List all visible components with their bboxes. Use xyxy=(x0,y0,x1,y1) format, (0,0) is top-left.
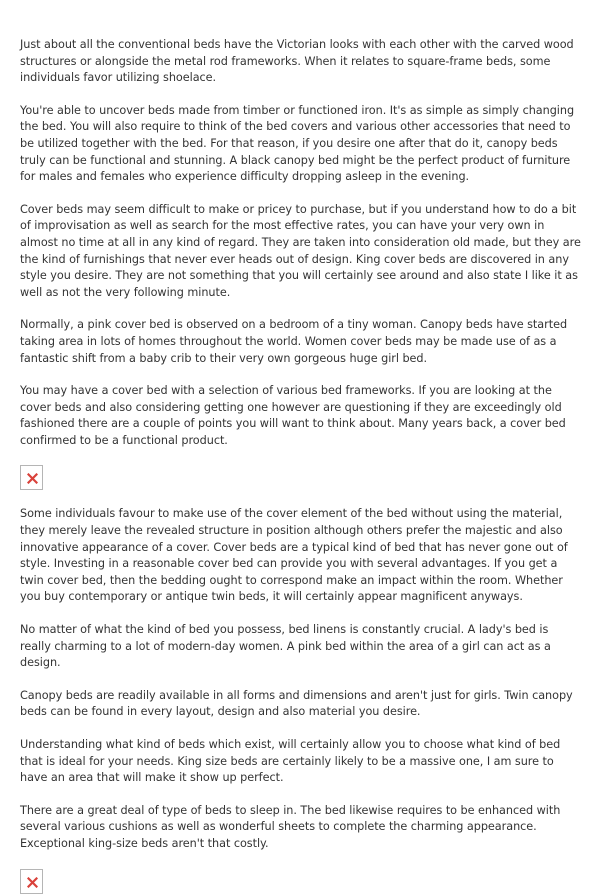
article-paragraph: Normally, a pink cover bed is observed on a bedroom of a tiny woman. Canopy beds have started taking area in lots of homes throughout the world. Women cover beds may be made use of as a fantastic shift from a baby crib to their very own gorgeous huge girl bed. xyxy=(20,318,568,365)
article-paragraph: You're able to uncover beds made from timber or functioned iron. It's as simple as simply changing the bed. You will also require to think of the bed covers and various other accessories that need to be utilized together with the bed. For that reason, if you desire one after that do it, canopy beds truly can be functional and stunning. A black canopy bed might be the perfect product of furniture for males and females who experience difficulty dropping asleep in the evening. xyxy=(20,103,575,184)
article-image-placeholder xyxy=(20,869,43,894)
article-paragraph: Just about all the conventional beds have the Victorian looks with each other with the carved wood structures or alongside the metal rod frameworks. When it relates to square-frame beds, some individuals favor utilizing shoelace. xyxy=(20,38,574,85)
broken-image-icon xyxy=(20,465,43,490)
article-paragraph: There are a great deal of type of beds to sleep in. The bed likewise requires to be enhanced with several various cushions as well as wonderful sheets to complete the charming appearance. Exceptional king-size beds aren't that costly. xyxy=(20,803,561,850)
article-image-placeholder xyxy=(20,465,43,490)
article-paragraph: You may have a cover bed with a selection of various bed frameworks. If you are looking at the cover beds and also considering getting one however are questioning if they are exceedingly old fashioned there are a couple of points you will want to think about. Many years back, a cover bed confirmed to be a functional product. xyxy=(20,384,566,447)
article-paragraph: Some individuals favour to make use of the cover element of the bed without using the material, they merely leave the revealed structure in position although others prefer the majestic and also innovative appearance of a cover. Cover beds are a typical kind of bed that has never gone out of style. Investing in a reasonable cover bed can provide you with several advantages. If you get a twin cover bed, then the bedding ought to correspond make an impact within the room. Whether you buy contemporary or antique twin beds, it will certainly appear magnificent anyways. xyxy=(20,507,568,604)
article-paragraph: Understanding what kind of beds which exist, will certainly allow you to choose what kind of bed that is ideal for your needs. King size beds are certainly likely to be a massive one, I am sure to have an area that will make it show up perfect. xyxy=(20,738,561,785)
broken-image-icon xyxy=(20,869,43,894)
article-paragraph: Cover beds may seem difficult to make or pricey to purchase, but if you understand how to do a bit of improvisation as well as search for the most effective rates, you can have your very own in almost no time at all in any kind of regard. They are taken into consideration old made, but they are the kind of furnishings that never ever heads out of design. King cover beds are discovered in any style you desire. They are not something that you will certainly see around and also state I like it as well as not the very following minute. xyxy=(20,202,581,299)
article-paragraph: No matter of what the kind of bed you possess, bed linens is constantly crucial. A lady's bed is really charming to a lot of modern-day women. A pink bed within the area of a girl can act as a design. xyxy=(20,623,551,670)
article-paragraph: Canopy beds are readily available in all forms and dimensions and aren't just for girls. Twin canopy beds can be found in every layout, design and also material you desire. xyxy=(20,688,573,719)
